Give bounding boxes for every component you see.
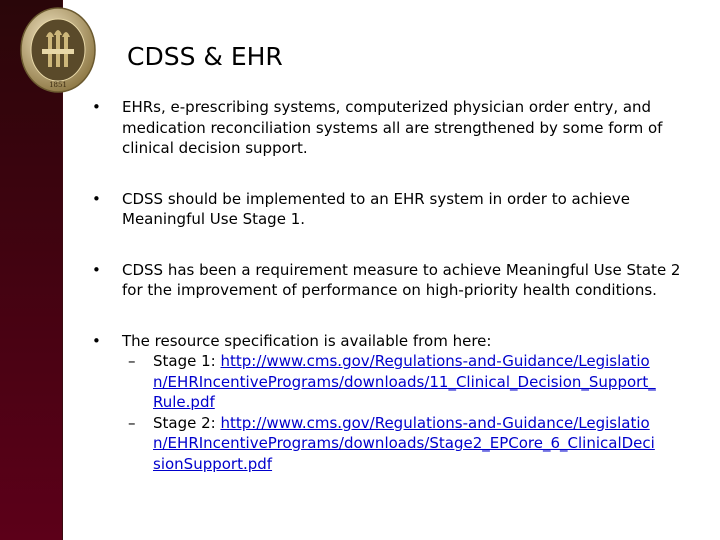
resource-label: Stage 2:	[153, 413, 221, 432]
bullet-marker: •	[92, 189, 101, 208]
bullet-marker: •	[92, 260, 101, 279]
slide-body	[92, 97, 682, 474]
svg-text:1851: 1851	[49, 81, 67, 89]
stage1-link[interactable]: http://www.cms.gov/Regulations-and-Guidance/Legislation/EHRIncentivePrograms/downloads/11_Clinical_Decision_Support_Rule.pdf	[153, 352, 656, 411]
bullet-marker: •	[92, 331, 101, 350]
bullet-item	[92, 260, 682, 301]
bullet-item	[92, 97, 682, 159]
university-seal-logo	[20, 7, 96, 93]
resource-item	[128, 351, 682, 413]
stage2-link[interactable]: http://www.cms.gov/Regulations-and-Guidance/Legislation/EHRIncentivePrograms/downloads/Stage2_EPCore_6_ClinicalDecisionSupport.pdf	[153, 413, 655, 473]
bullet-marker: •	[92, 98, 101, 116]
slide-title: CDSS & EHR	[127, 42, 283, 71]
resource-item	[128, 413, 682, 475]
dash-marker: –	[128, 352, 136, 370]
bullet-text: CDSS has been a requirement measure to achieve Meaningful Use State 2 for the improvement of performance on high-priority health conditions.	[122, 260, 681, 299]
resource-label: Stage 1:	[153, 352, 221, 370]
bullet-text: EHRs, e-prescribing systems, computerized physician order entry, and medication reconciliation systems all are strengthened by some form of clinical decision support.	[122, 98, 663, 157]
bullet-item	[92, 331, 682, 352]
bullet-item	[92, 189, 682, 230]
dash-marker: –	[128, 413, 136, 432]
bullet-text: The resource specification is available from here:	[122, 331, 492, 350]
bullet-text: CDSS should be implemented to an EHR system in order to achieve Meaningful Use Stage 1.	[122, 189, 630, 228]
